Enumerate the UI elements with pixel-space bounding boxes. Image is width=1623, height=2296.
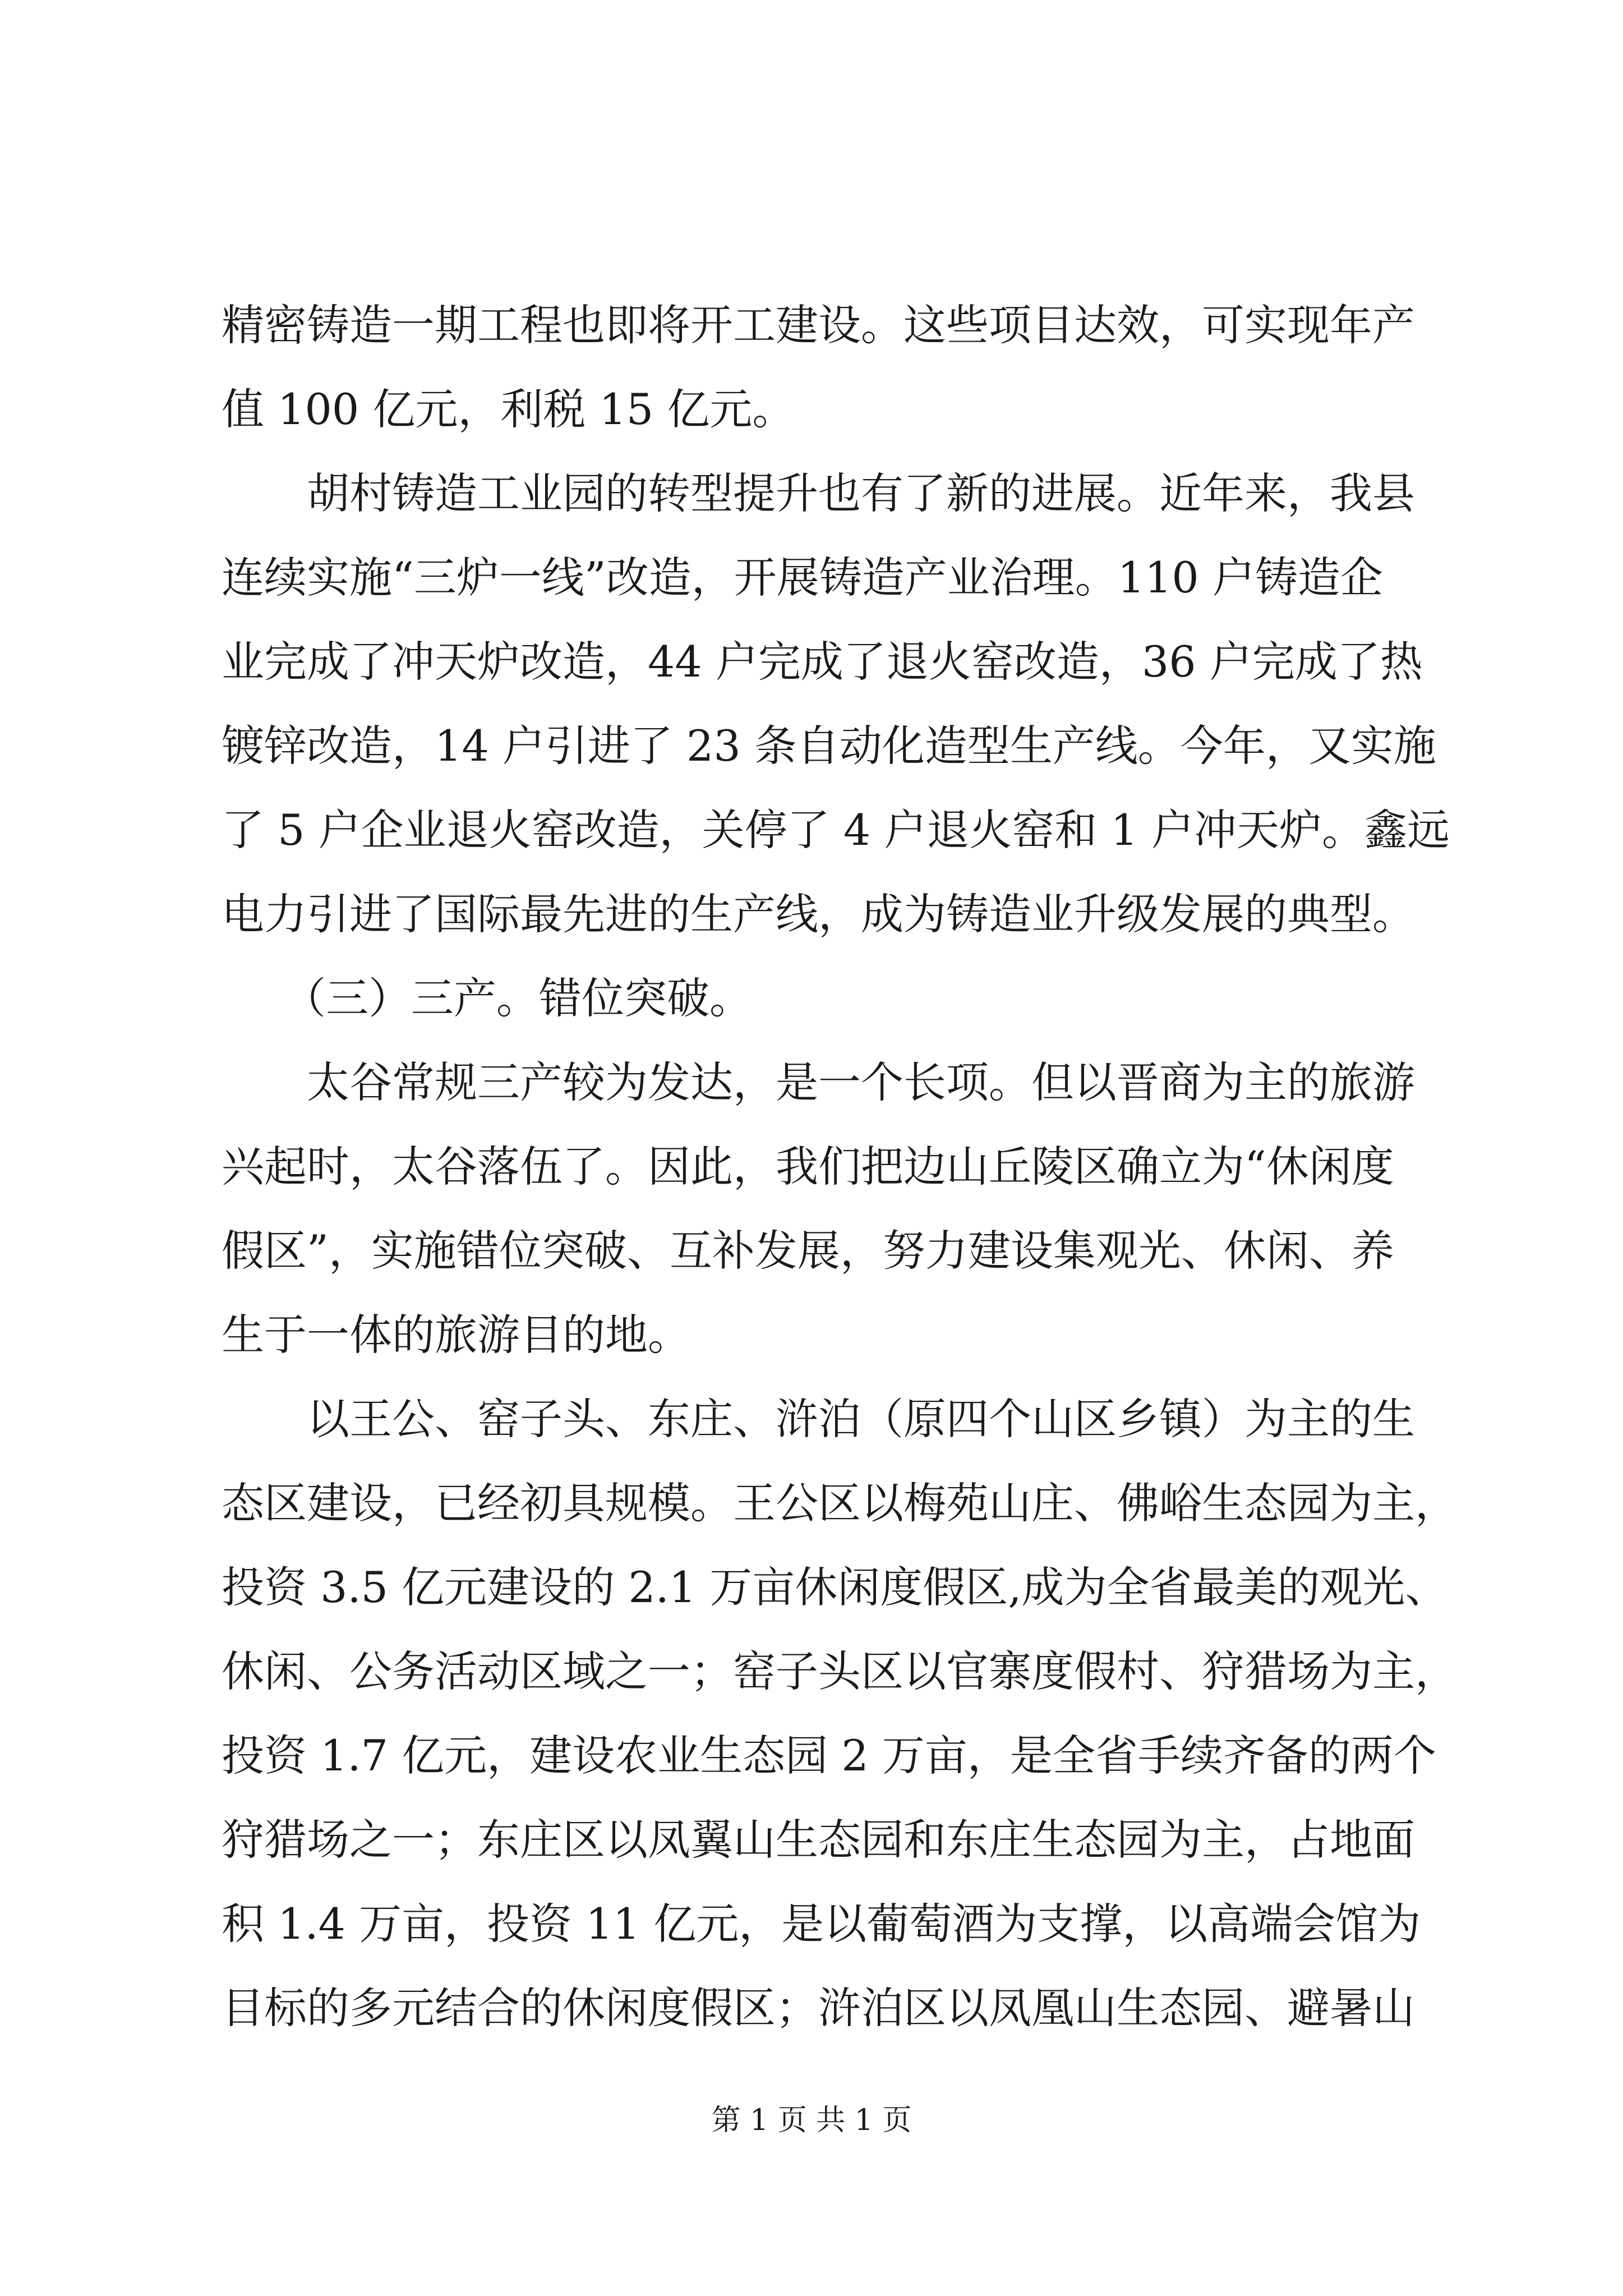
- text-line: 连续实施“三炉一线”改造，开展铸造产业治理。110 户铸造企: [222, 553, 1383, 602]
- text-line: 电力引进了国际最先进的生产线，成为铸造业升级发展的典型。: [222, 889, 1415, 939]
- text-line: 兴起时，太谷落伍了。因此，我们把边山丘陵区确立为“休闲度: [222, 1142, 1394, 1191]
- text-line: 投资 3.5 亿元建设的 2.1 万亩休闲度假区,成为全省最美的观光、: [222, 1562, 1448, 1612]
- text-line: 精密铸造一期工程也即将开工建设。这些项目达效，可实现年产: [222, 300, 1415, 350]
- text-line: 态区建设，已经初具规模。王公区以梅苑山庄、佛峪生态园为主，: [222, 1478, 1458, 1528]
- text-line: 太谷常规三产较为发达，是一个长项。但以晋商为主的旅游: [307, 1057, 1415, 1107]
- section-heading: （三）三产。错位突破。: [283, 973, 752, 1023]
- text-line: 狩猎场之一；东庄区以凤翼山生态园和东庄生态园为主，占地面: [222, 1815, 1415, 1865]
- text-line: 以王公、窑子头、东庄、浒泊（原四个山区乡镇）为主的生: [307, 1394, 1415, 1444]
- text-line: 业完成了冲天炉改造，44 户完成了退火窑改造，36 户完成了热: [222, 637, 1423, 687]
- text-line: 了 5 户企业退火窑改造，关停了 4 户退火窑和 1 户冲天炉。鑫远: [222, 805, 1450, 855]
- text-line: 镀锌改造，14 户引进了 23 条自动化造型生产线。今年，又实施: [222, 721, 1436, 771]
- page-footer: 第 1 页 共 1 页: [711, 2104, 912, 2137]
- text-line: 生于一体的旅游目的地。: [222, 1310, 690, 1360]
- text-line: 投资 1.7 亿元，建设农业生态园 2 万亩，是全省手续齐备的两个: [222, 1731, 1436, 1780]
- text-line: 目标的多元结合的休闲度假区；浒泊区以凤凰山生态园、避暑山: [222, 1983, 1415, 2033]
- text-line: 胡村铸造工业园的转型提升也有了新的进展。近年来，我县: [307, 468, 1415, 518]
- text-line: 假区”，实施错位突破、互补发展，努力建设集观光、休闲、养: [222, 1226, 1394, 1276]
- text-line: 值 100 亿元，利税 15 亿元。: [222, 384, 795, 434]
- text-line: 积 1.4 万亩，投资 11 亿元，是以葡萄酒为支撑，以高端会馆为: [222, 1899, 1421, 1949]
- text-line: 休闲、公务活动区域之一；窑子头区以官寨度假村、狩猎场为主，: [222, 1646, 1458, 1696]
